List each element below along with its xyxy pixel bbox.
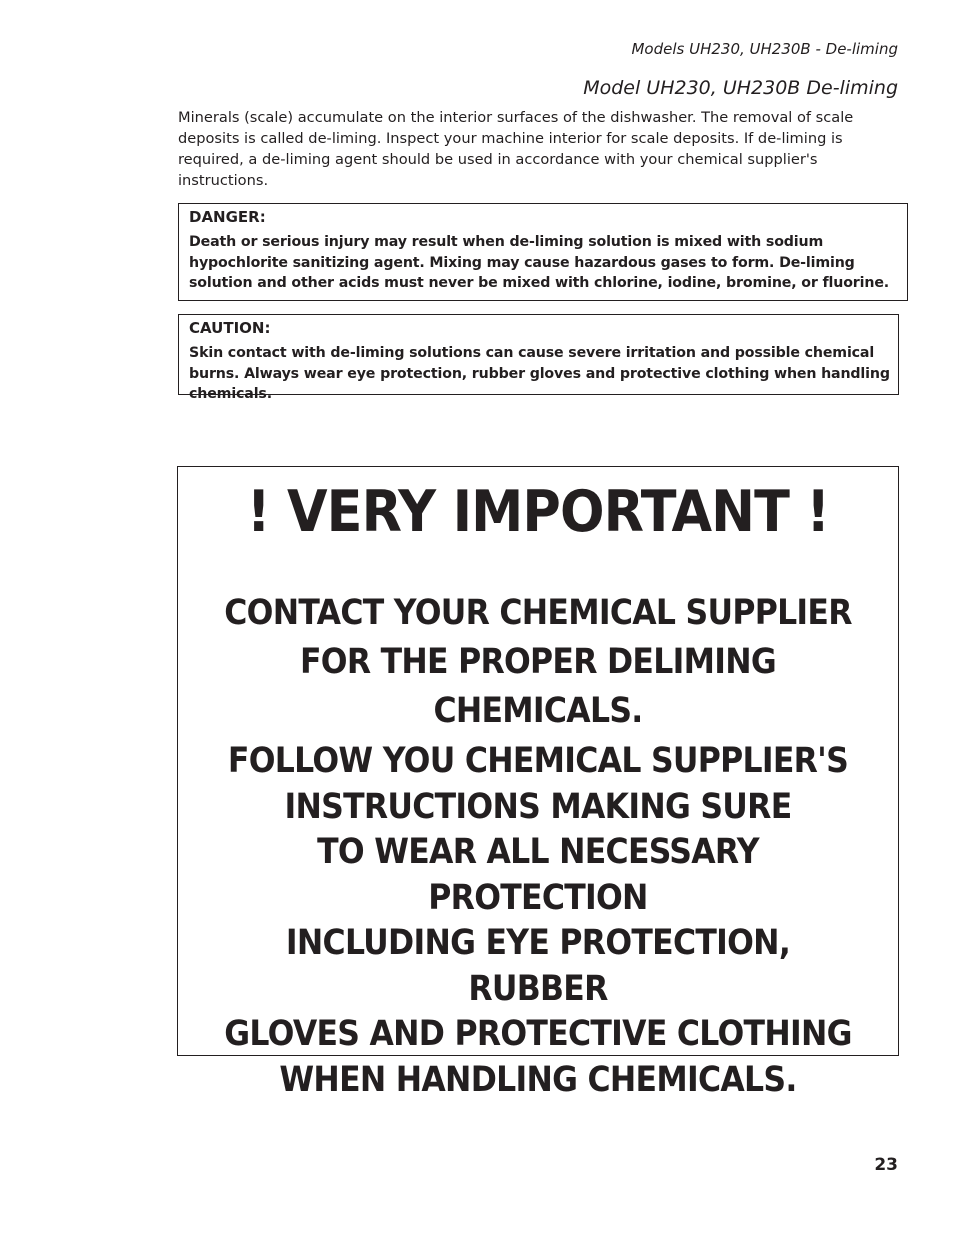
page-number: 23 <box>874 1155 898 1175</box>
caution-label: CAUTION: <box>189 319 271 337</box>
danger-notice <box>178 203 908 301</box>
caution-notice <box>178 314 899 402</box>
very-important-headline: ! VERY IMPORTANT ! <box>246 479 830 545</box>
danger-text: Death or serious injury may result when de-liming solution is mixed with sodium hypochlorite sanitizing agent. Mixing may cause hazardous gases to form. De-liming solution and other acids must never be mixed with chlorine, iodine, bromine, or fluorine. <box>189 234 890 291</box>
danger-label: DANGER: <box>189 208 266 226</box>
section-title: Model UH230, UH230B De-liming <box>583 77 898 99</box>
intro-paragraph: Minerals (scale) accumulate on the interior surfaces of the dishwasher. The removal of scale deposits is called de-liming. Inspect your machine interior for scale deposits. If de-liming is required, a de-liming agent should be used in accordance with your chemical supplier's instructions. <box>178 109 854 189</box>
caution-text: Skin contact with de-liming solutions can cause severe irritation and possible chemical burns. Always wear eye protection, rubber gloves and protective clothing when handling chemicals. <box>189 345 890 402</box>
contact-supplier-text: CONTACT YOUR CHEMICAL SUPPLIER FOR THE PROPER DELIMING CHEMICALS. <box>224 593 852 731</box>
very-important-box <box>177 466 899 1100</box>
running-header: Models UH230, UH230B - De-liming <box>631 40 898 58</box>
follow-instructions-text: FOLLOW YOU CHEMICAL SUPPLIER'S INSTRUCTIONS MAKING SURE TO WEAR ALL NECESSARY PROTECTION INCLUDING EYE PROTECTION, RUBBER GLOVES AND PROTECTIVE CLOTHING WHEN HANDLING CHEMICALS. <box>224 741 852 1100</box>
